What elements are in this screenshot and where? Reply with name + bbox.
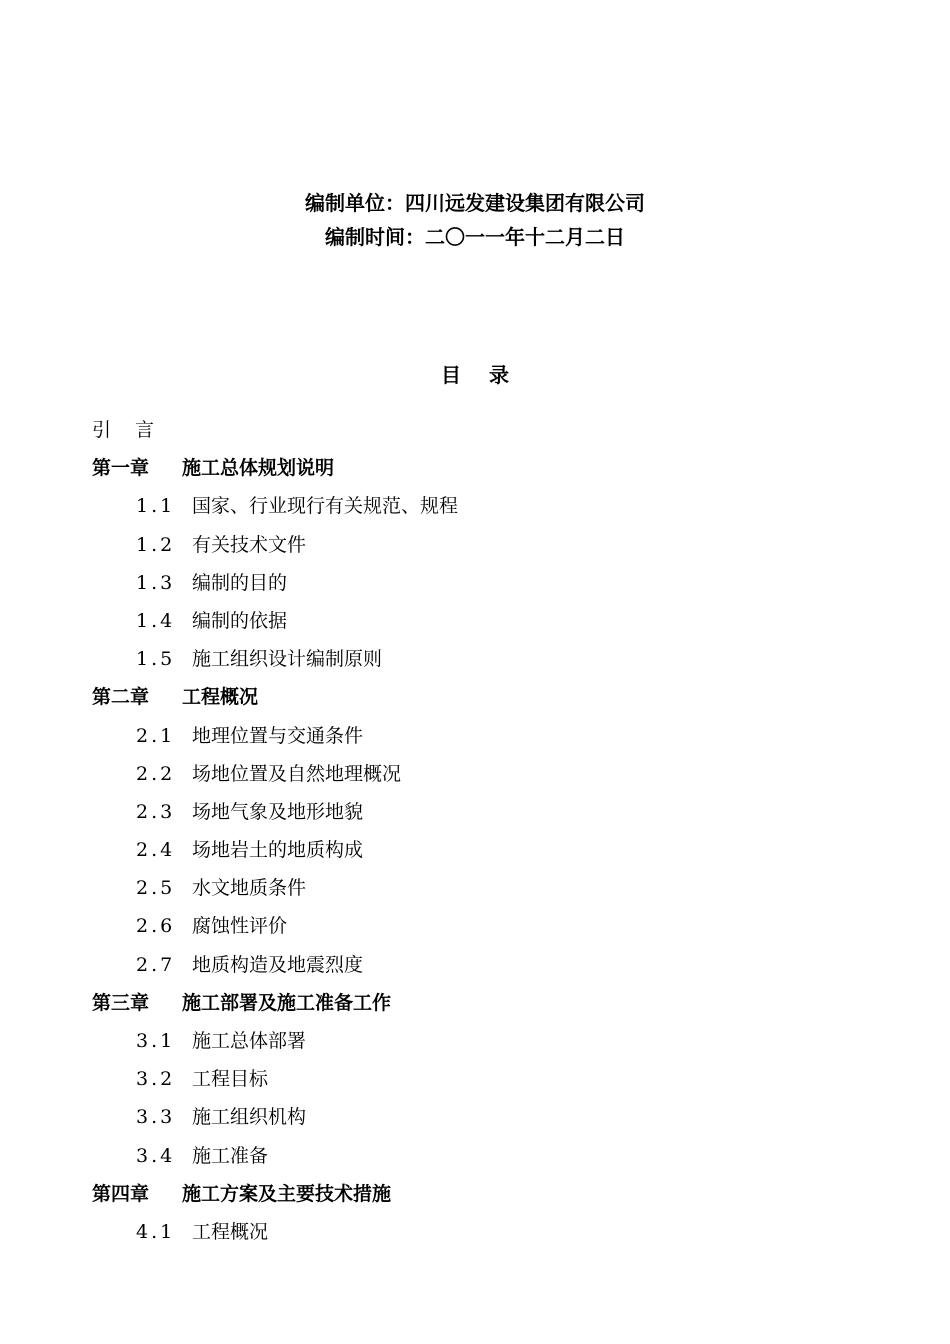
toc-section bbox=[92, 946, 892, 984]
toc-section bbox=[92, 907, 892, 945]
toc-section bbox=[92, 640, 892, 678]
compiling-date-label: 编制时间： bbox=[325, 225, 425, 249]
toc-section bbox=[92, 869, 892, 907]
toc-section bbox=[92, 526, 892, 564]
toc-section-number: 1.3 bbox=[136, 571, 176, 594]
toc-chapter-title: 施工部署及施工准备工作 bbox=[182, 991, 392, 1014]
toc-section bbox=[92, 1098, 892, 1136]
compiling-unit-line bbox=[0, 186, 950, 220]
compiling-date-line bbox=[0, 220, 950, 254]
toc-section-title: 工程概况 bbox=[192, 1220, 269, 1243]
toc-section-number: 2.2 bbox=[136, 762, 176, 785]
toc-section bbox=[92, 1137, 892, 1175]
toc-section bbox=[92, 1213, 892, 1251]
toc-section-number: 3.3 bbox=[136, 1106, 176, 1129]
document-header bbox=[0, 186, 950, 254]
toc-section-number: 2.6 bbox=[136, 915, 176, 938]
toc-section bbox=[92, 1060, 892, 1098]
toc-section-number: 2.1 bbox=[136, 724, 176, 747]
toc-title: 目录 bbox=[441, 363, 537, 387]
toc-section-title: 腐蚀性评价 bbox=[192, 915, 288, 938]
toc-section-title: 有关技术文件 bbox=[192, 533, 307, 556]
toc-chapter-title: 施工方案及主要技术措施 bbox=[182, 1182, 392, 1205]
toc-section bbox=[92, 487, 892, 525]
toc-section-number: 2.7 bbox=[136, 953, 176, 976]
toc-section-title: 场地气象及地形地貌 bbox=[192, 800, 364, 823]
toc-section-title: 地理位置与交通条件 bbox=[192, 724, 364, 747]
toc-section-title: 场地岩土的地质构成 bbox=[192, 839, 364, 862]
toc-section-number: 4.1 bbox=[136, 1220, 176, 1243]
toc-section bbox=[92, 1022, 892, 1060]
toc-section-number: 2.5 bbox=[136, 877, 176, 900]
compiling-date-value: 二〇一一年十二月二日 bbox=[425, 225, 625, 249]
toc-chapter-title: 施工总体规划说明 bbox=[182, 457, 335, 480]
toc-section-title: 施工组织机构 bbox=[192, 1106, 307, 1129]
toc-chapter bbox=[92, 449, 892, 487]
toc-chapter-number: 第二章 bbox=[92, 686, 150, 709]
toc-intro: 引言 bbox=[92, 419, 179, 441]
toc-section-title: 地质构造及地震烈度 bbox=[192, 953, 364, 976]
toc-section-number: 3.2 bbox=[136, 1068, 176, 1091]
toc-section-title: 施工准备 bbox=[192, 1144, 269, 1167]
compiling-unit-label: 编制单位： bbox=[305, 191, 405, 215]
toc-chapter-title: 工程概况 bbox=[182, 686, 259, 709]
toc-section-title: 工程目标 bbox=[192, 1068, 269, 1091]
toc-section bbox=[92, 564, 892, 602]
toc-section bbox=[92, 602, 892, 640]
toc-section-number: 1.4 bbox=[136, 609, 176, 632]
toc-section-title: 国家、行业现行有关规范、规程 bbox=[192, 495, 459, 518]
toc-section-title: 编制的依据 bbox=[192, 609, 288, 632]
toc-section bbox=[92, 755, 892, 793]
toc-section-title: 施工总体部署 bbox=[192, 1030, 307, 1052]
toc-section bbox=[92, 793, 892, 831]
toc-section bbox=[92, 717, 892, 755]
toc-chapter-number: 第四章 bbox=[92, 1182, 150, 1205]
toc-section-title: 水文地质条件 bbox=[192, 877, 307, 900]
toc-section-number: 1.5 bbox=[136, 648, 176, 671]
toc-chapter bbox=[92, 984, 892, 1022]
toc-chapter bbox=[92, 678, 892, 716]
toc-section-number: 2.4 bbox=[136, 839, 176, 862]
toc-section-title: 场地位置及自然地理概况 bbox=[192, 762, 402, 785]
toc-section-number: 1.2 bbox=[136, 533, 176, 556]
toc-section-number: 1.1 bbox=[136, 495, 176, 518]
toc-section-number: 2.3 bbox=[136, 800, 176, 823]
toc-section-number: 3.4 bbox=[136, 1144, 176, 1167]
toc-section-number: 3.1 bbox=[136, 1030, 176, 1052]
toc-chapter-number: 第三章 bbox=[92, 991, 150, 1014]
toc-section-title: 施工组织设计编制原则 bbox=[192, 648, 383, 671]
compiling-unit-value: 四川远发建设集团有限公司 bbox=[405, 191, 645, 215]
toc-chapter-number: 第一章 bbox=[92, 457, 150, 480]
toc-section bbox=[92, 831, 892, 869]
toc-chapter bbox=[92, 1175, 892, 1213]
toc-section-title: 编制的目的 bbox=[192, 571, 288, 594]
table-of-contents bbox=[92, 411, 892, 1251]
